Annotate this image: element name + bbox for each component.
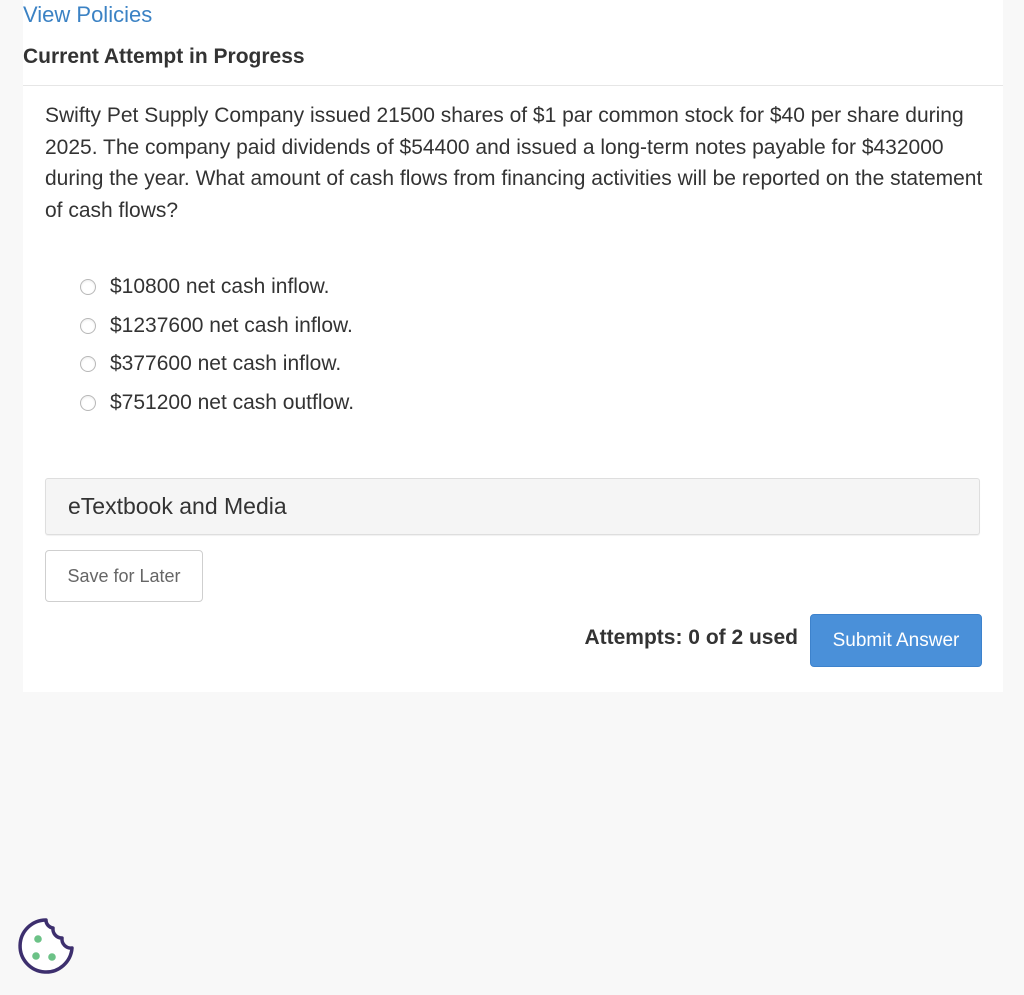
etextbook-media-panel[interactable] — [45, 478, 980, 535]
answer-choice-1[interactable] — [80, 273, 330, 301]
radio-button[interactable] — [80, 356, 96, 372]
radio-button[interactable] — [80, 395, 96, 411]
choice-label: $751200 net cash outflow. — [110, 391, 355, 414]
choice-label: $377600 net cash inflow. — [110, 352, 342, 375]
save-for-later-button[interactable]: Save for Later — [45, 550, 203, 602]
radio-button[interactable] — [80, 279, 96, 295]
radio-button[interactable] — [80, 318, 96, 334]
question-text: Swifty Pet Supply Company issued 21500 shares of $1 par common stock for $40 per share during 2025. The company paid dividends of $54400 and issued a long-term notes payable for $432000 during the year. What amount of cash flows from financing activities will be reported on the statement of cash flows? — [45, 104, 983, 223]
divider — [23, 85, 1003, 86]
answer-choice-3[interactable] — [80, 350, 341, 378]
answer-choice-2[interactable] — [80, 312, 353, 340]
view-policies-link[interactable]: View Policies — [23, 2, 153, 27]
cookie-icon[interactable] — [16, 916, 76, 976]
choice-label: $1237600 net cash inflow. — [110, 314, 353, 337]
etextbook-media-label: eTextbook and Media — [68, 493, 287, 519]
choice-label: $10800 net cash inflow. — [110, 275, 330, 298]
answer-choice-4[interactable] — [80, 389, 354, 417]
attempt-heading: Current Attempt in Progress — [23, 45, 305, 68]
submit-answer-button[interactable]: Submit Answer — [810, 614, 982, 667]
attempts-counter: Attempts: 0 of 2 used — [584, 626, 798, 649]
